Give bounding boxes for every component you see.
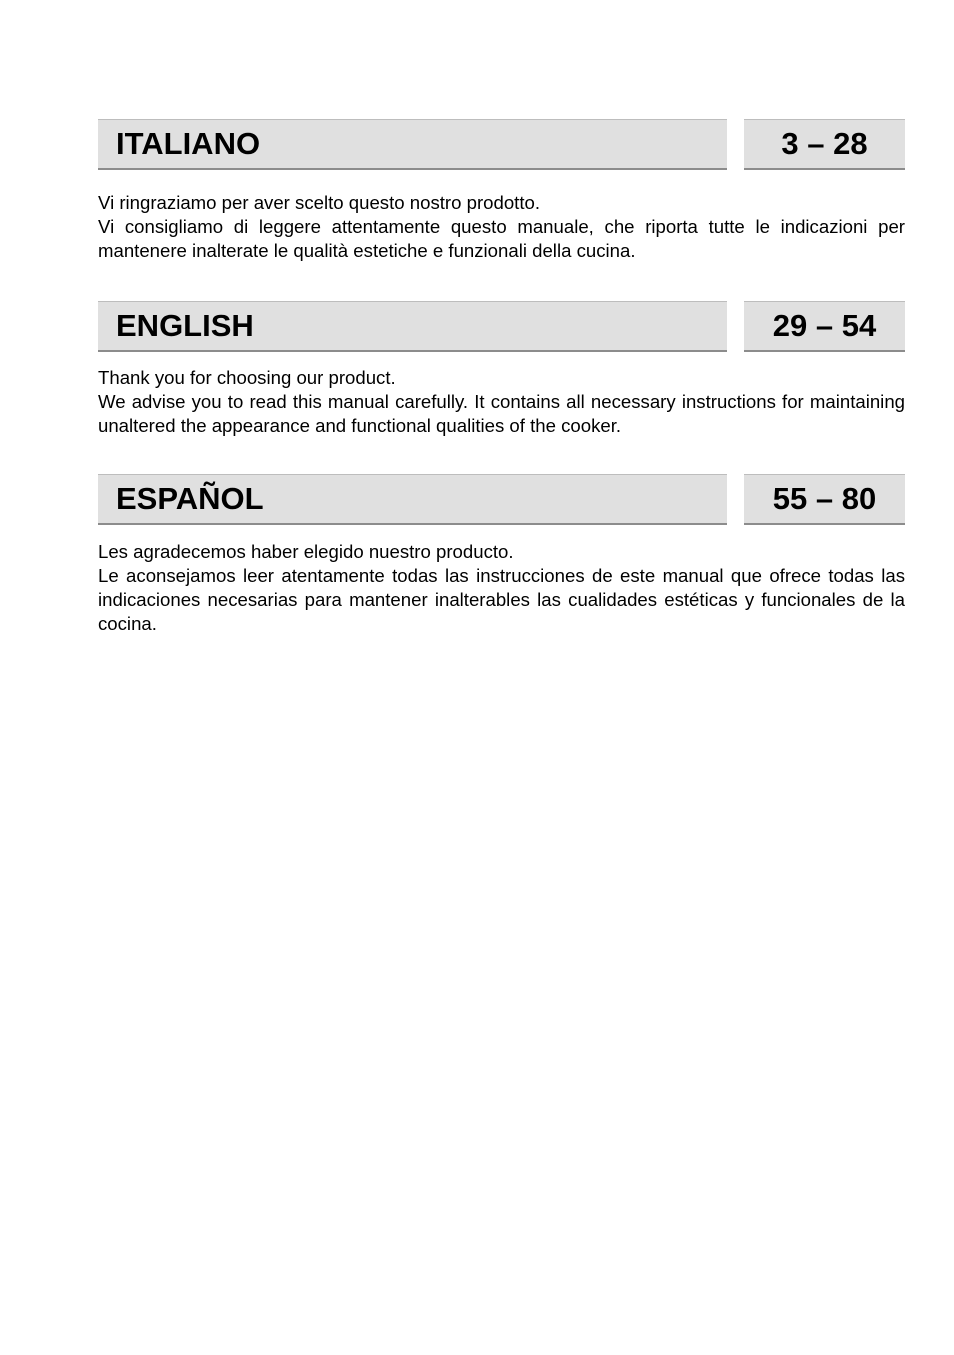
thanks-line: Vi ringraziamo per aver scelto questo nostro prodotto. [98, 192, 541, 213]
section-header [98, 301, 905, 351]
thanks-line: Les agradecemos haber elegido nuestro producto. [98, 541, 514, 562]
language-title-box [98, 474, 727, 525]
page-range: 3 – 28 [781, 126, 868, 161]
section-italiano [98, 119, 905, 263]
page-range: 29 – 54 [772, 308, 877, 343]
section-body [98, 366, 905, 438]
section-espanol [98, 474, 905, 636]
section-body [98, 540, 905, 636]
language-title: ENGLISH [116, 308, 254, 343]
page-range-box [744, 301, 905, 352]
section-body [98, 191, 905, 263]
advice-paragraph: Le aconsejamos leer atentamente todas las instrucciones de este manual que ofrece todas las indicaciones necesarias para mantener inalterables las cualidades estéticas y funcionales de la cocina. [98, 565, 905, 634]
advice-paragraph: Vi consigliamo di leggere attentamente questo manuale, che riporta tutte le indicazioni per mantenere inalterate le qualità estetiche e funzionali della cucina. [98, 216, 905, 261]
thanks-line: Thank you for choosing our product. [98, 367, 396, 388]
section-english [98, 301, 905, 438]
advice-paragraph: We advise you to read this manual carefully. It contains all necessary instructions for maintaining unaltered the appearance and functional qualities of the cooker. [98, 391, 905, 436]
page-range: 55 – 80 [772, 481, 877, 516]
language-title: ITALIANO [116, 126, 261, 161]
language-title: ESPAÑOL [116, 481, 264, 516]
page-range-box [744, 119, 905, 170]
language-title-box [98, 301, 727, 352]
section-header [98, 119, 905, 169]
section-header [98, 474, 905, 524]
page-range-box [744, 474, 905, 525]
language-title-box [98, 119, 727, 170]
